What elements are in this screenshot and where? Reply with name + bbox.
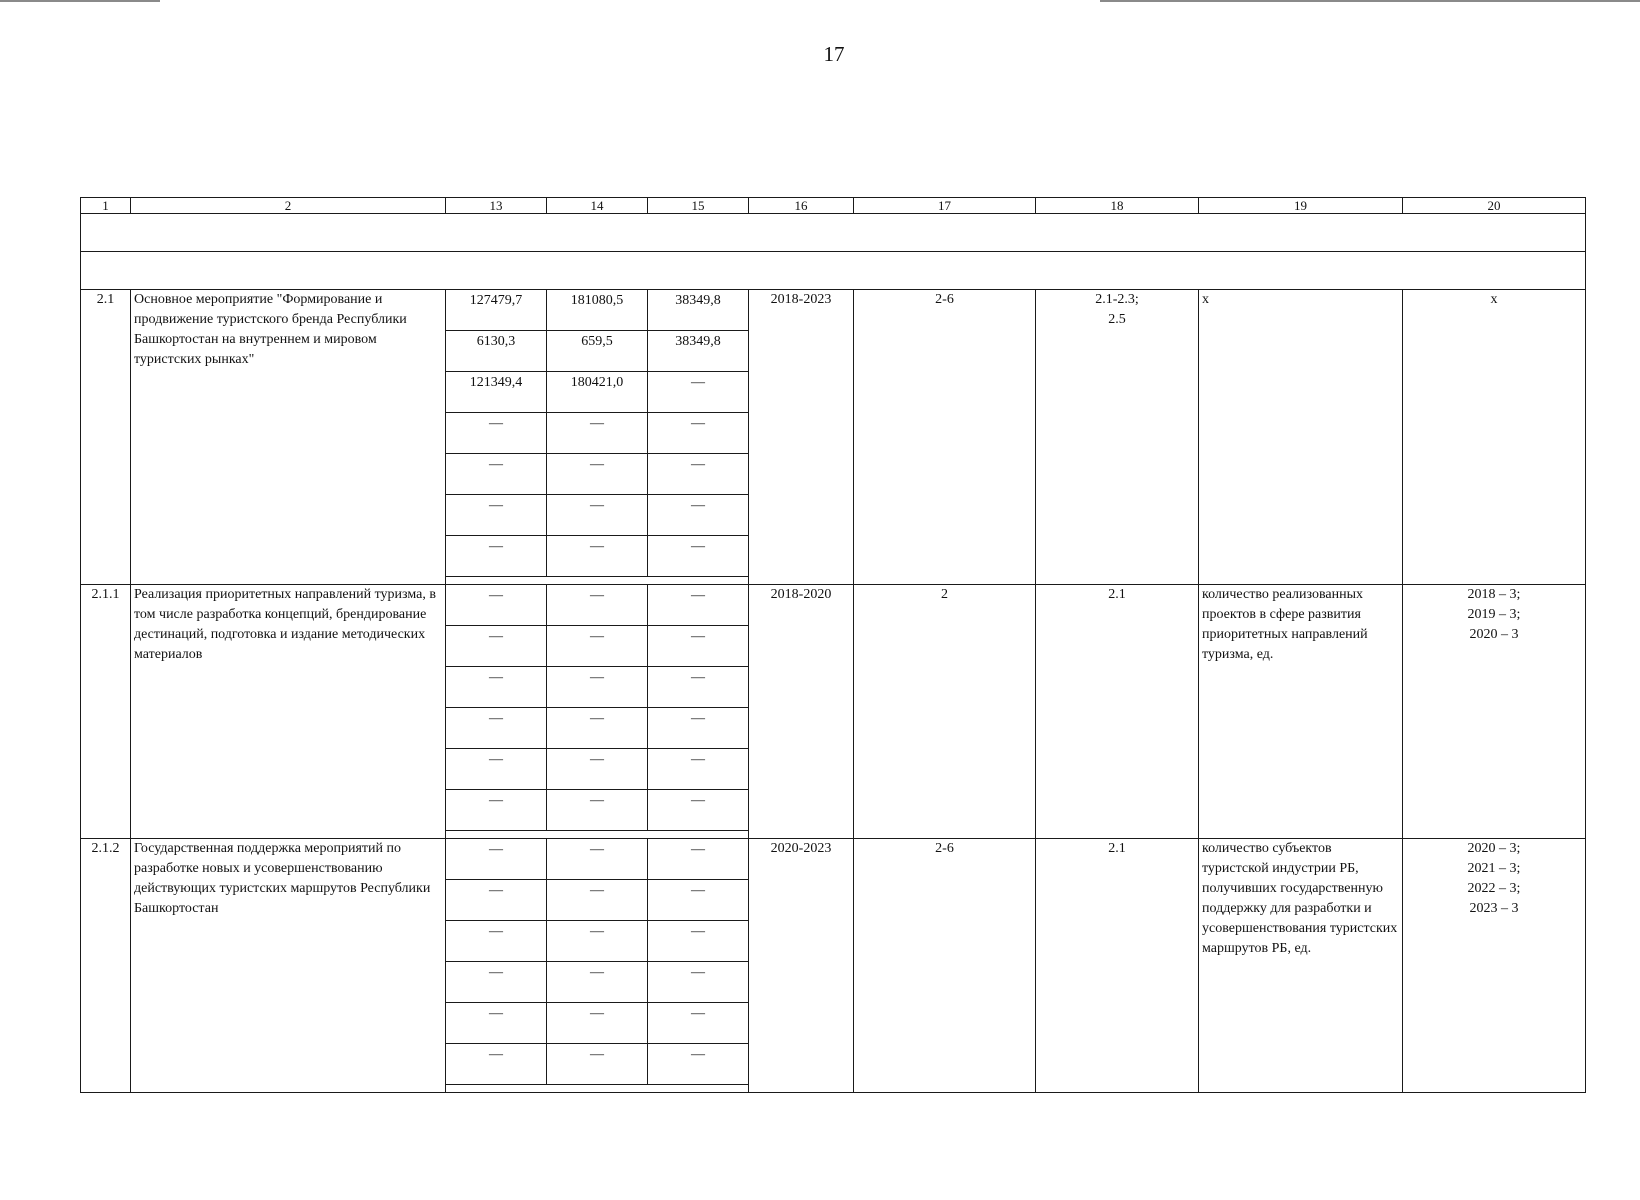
indicator-cell: х [1199, 290, 1403, 585]
value-cell-col13: 121349,4 [446, 372, 547, 413]
header-cell: 13 [446, 198, 547, 214]
value-cell-col15: 38349,8 [648, 290, 749, 331]
gap-cell [446, 1085, 749, 1093]
targets-cell-line: 2020 – 3; [1467, 841, 1521, 856]
col17-cell: 2-6 [854, 290, 1036, 585]
value-cell-col13: — [446, 749, 547, 790]
value-cell-col15: — [648, 839, 749, 880]
value-cell-col14: — [547, 839, 648, 880]
col18-cell-line: 2.5 [1108, 312, 1126, 327]
value-cell-col14: — [547, 667, 648, 708]
row-number: 2.1.1 [81, 585, 131, 839]
value-cell-col13: — [446, 454, 547, 495]
value-cell-col14: — [547, 749, 648, 790]
table-row [81, 585, 1586, 626]
value-cell-col13: — [446, 495, 547, 536]
period-cell: 2018-2023 [749, 290, 854, 585]
value-cell-col13: — [446, 667, 547, 708]
value-cell-col15: — [648, 372, 749, 413]
col17-cell: 2 [854, 585, 1036, 839]
col18-cell [1036, 290, 1199, 585]
value-cell-col15: — [648, 749, 749, 790]
value-cell-col13: — [446, 839, 547, 880]
value-cell-col13: — [446, 921, 547, 962]
indicator-cell: количество реализованных проектов в сфере развития приоритетных направлений туризма, ед. [1199, 585, 1403, 839]
value-cell-col15: — [648, 1044, 749, 1085]
row-number: 2.1 [81, 290, 131, 585]
targets-cell-line: 2023 – 3 [1469, 901, 1519, 916]
gap-cell [446, 577, 749, 585]
value-cell-col14: — [547, 536, 648, 577]
value-cell-col15: — [648, 495, 749, 536]
period-cell: 2020-2023 [749, 839, 854, 1093]
header-cell: 17 [854, 198, 1036, 214]
value-cell-col13: — [446, 962, 547, 1003]
value-cell-col13: — [446, 790, 547, 831]
value-cell-col15: — [648, 536, 749, 577]
blank-row [81, 214, 1586, 252]
value-cell-col14: — [547, 921, 648, 962]
value-cell-col13: — [446, 536, 547, 577]
blank-row [81, 252, 1586, 290]
value-cell-col15: — [648, 454, 749, 495]
scan-edge-left [0, 0, 160, 2]
value-cell-col13: — [446, 413, 547, 454]
page-number: 17 [823, 42, 845, 66]
value-cell-col14: 180421,0 [547, 372, 648, 413]
value-cell-col13: — [446, 585, 547, 626]
value-cell-col14: — [547, 454, 648, 495]
header-cell: 14 [547, 198, 648, 214]
value-cell-col15: — [648, 667, 749, 708]
value-cell-col14: — [547, 1003, 648, 1044]
period-cell: 2018-2020 [749, 585, 854, 839]
value-cell-col15: — [648, 585, 749, 626]
value-cell-col14: — [547, 585, 648, 626]
header-cell: 15 [648, 198, 749, 214]
value-cell-col15: — [648, 708, 749, 749]
value-cell-col13: — [446, 1044, 547, 1085]
value-cell-col14: 181080,5 [547, 290, 648, 331]
value-cell-col14: — [547, 880, 648, 921]
targets-cell-line: 2020 – 3 [1469, 627, 1519, 642]
col18-cell-line: 2.1 [1108, 841, 1126, 856]
col18-cell [1036, 585, 1199, 839]
gap-cell [446, 831, 749, 839]
header-cell: 1 [81, 198, 131, 214]
col18-cell-line: 2.1-2.3; [1095, 292, 1139, 307]
value-cell-col15: — [648, 921, 749, 962]
value-cell-col15: — [648, 880, 749, 921]
value-cell-col13: — [446, 626, 547, 667]
value-cell-col13: — [446, 1003, 547, 1044]
targets-cell-line: 2018 – 3; [1467, 587, 1521, 602]
value-cell-col13: 6130,3 [446, 331, 547, 372]
header-cell: 18 [1036, 198, 1199, 214]
targets-cell [1403, 290, 1586, 585]
activity-table [80, 197, 1586, 1093]
value-cell-col14: — [547, 495, 648, 536]
header-cell: 16 [749, 198, 854, 214]
row-description: Основное мероприятие "Формирование и продвижение туристского бренда Республики Башкортостан на внутреннем и мировом туристских рынках" [131, 290, 446, 585]
value-cell-col13: 127479,7 [446, 290, 547, 331]
value-cell-col15: 38349,8 [648, 331, 749, 372]
targets-cell [1403, 585, 1586, 839]
value-cell-col14: 659,5 [547, 331, 648, 372]
value-cell-col15: — [648, 962, 749, 1003]
targets-cell-line: х [1490, 292, 1498, 307]
header-row [81, 198, 1586, 214]
row-number: 2.1.2 [81, 839, 131, 1093]
targets-cell [1403, 839, 1586, 1093]
value-cell-col15: — [648, 1003, 749, 1044]
value-cell-col14: — [547, 626, 648, 667]
table-row [81, 839, 1586, 880]
value-cell-col14: — [547, 790, 648, 831]
targets-cell-line: 2022 – 3; [1467, 881, 1521, 896]
header-cell: 19 [1199, 198, 1403, 214]
indicator-cell: количество субъектов туристской индустрии РБ, получивших государственную поддержку для разработки и усовершенствования туристских маршрутов РБ, ед. [1199, 839, 1403, 1093]
value-cell-col13: — [446, 880, 547, 921]
col18-cell-line: 2.1 [1108, 587, 1126, 602]
value-cell-col14: — [547, 962, 648, 1003]
value-cell-col15: — [648, 413, 749, 454]
scan-edge-right [1100, 0, 1640, 2]
targets-cell-line: 2021 – 3; [1467, 861, 1521, 876]
col17-cell: 2-6 [854, 839, 1036, 1093]
header-cell: 2 [131, 198, 446, 214]
row-description: Реализация приоритетных направлений туризма, в том числе разработка концепций, брендирование дестинаций, подготовка и издание методических материалов [131, 585, 446, 839]
value-cell-col14: — [547, 1044, 648, 1085]
value-cell-col15: — [648, 790, 749, 831]
value-cell-col14: — [547, 413, 648, 454]
value-cell-col15: — [648, 626, 749, 667]
value-cell-col14: — [547, 708, 648, 749]
targets-cell-line: 2019 – 3; [1467, 607, 1521, 622]
col18-cell [1036, 839, 1199, 1093]
value-cell-col13: — [446, 708, 547, 749]
table-row [81, 290, 1586, 331]
header-cell: 20 [1403, 198, 1586, 214]
row-description: Государственная поддержка мероприятий по разработке новых и усовершенствованию действующих туристских маршрутов Республики Башкортостан [131, 839, 446, 1093]
